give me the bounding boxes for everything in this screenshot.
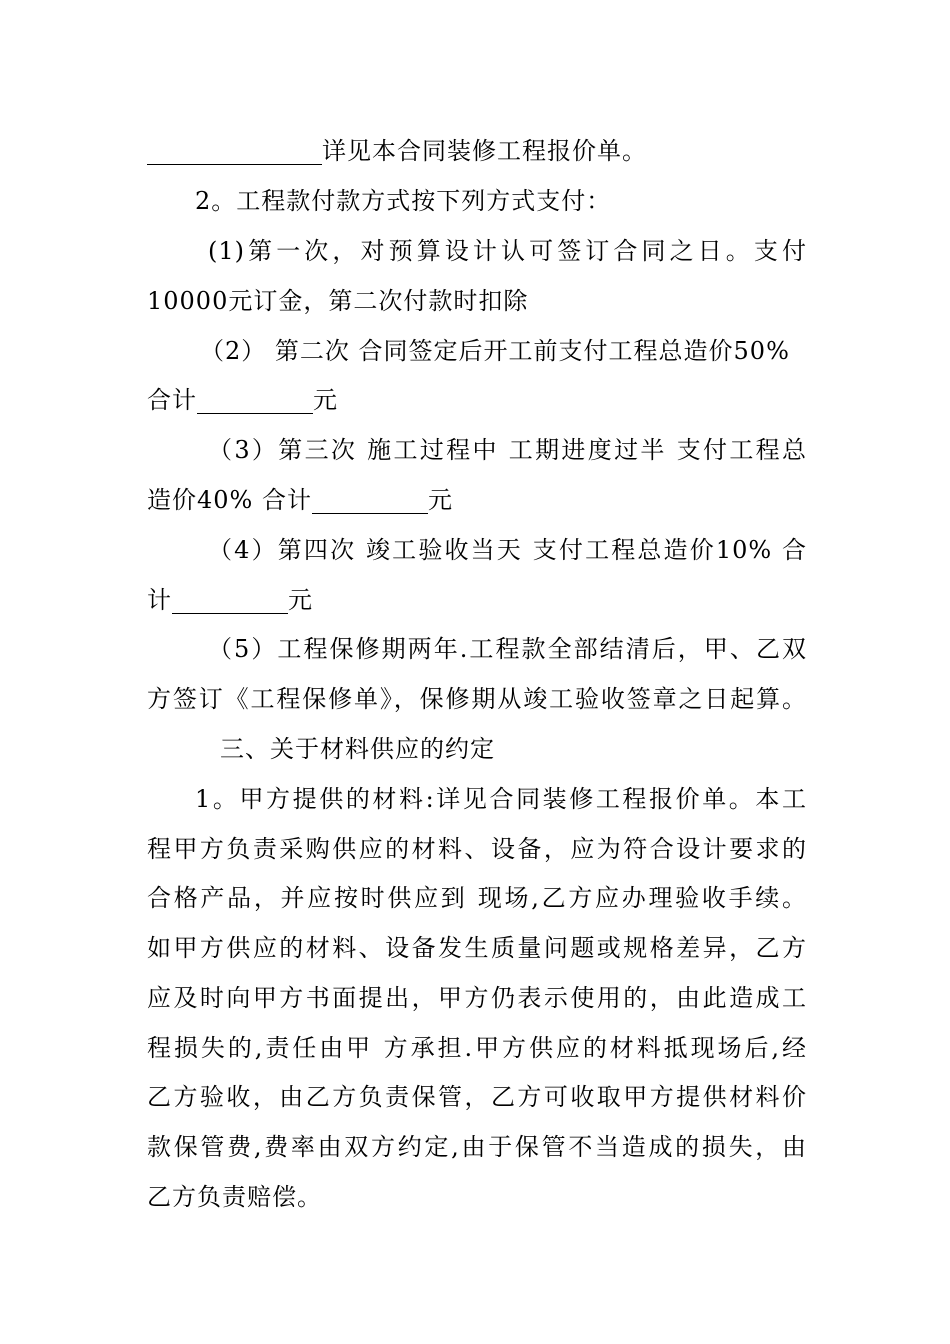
line-warranty-a: （5）工程保修期两年.工程款全部结清后，甲、乙双 (208, 635, 807, 663)
line-payment-heading: 2。工程款付款方式按下列方式支付： (195, 187, 612, 215)
line-payment-4a: （4）第四次 竣工验收当天 支付工程总造价10% 合 (208, 536, 807, 564)
line-materials-1: 1。甲方提供的材料:详见合同装修工程报价单。本工 (195, 785, 807, 813)
line-materials-8: 款保管费,费率由双方约定,由于保管不当造成的损失，由 (147, 1133, 807, 1161)
text-span: 元 (313, 386, 338, 414)
text-span: 详见本合同装修工程报价单。 (322, 137, 647, 165)
line-materials-2: 程甲方负责采购供应的材料、设备，应为符合设计要求的 (147, 835, 807, 863)
fill-in-blank (312, 485, 428, 514)
fill-in-blank (147, 136, 322, 165)
text-span: 造价40% 合计 (147, 486, 312, 514)
line-payment-1b: 10000元订金，第二次付款时扣除 (147, 287, 529, 315)
fill-in-blank (172, 585, 288, 614)
line-quote-reference (147, 126, 810, 176)
text-span: 计 (147, 586, 172, 614)
line-payment-3a: （3）第三次 施工过程中 工期进度过半 支付工程总 (208, 436, 807, 464)
line-materials-5: 应及时向甲方书面提出，甲方仍表示使用的，由此造成工 (147, 984, 807, 1012)
line-materials-9: 乙方负责赔偿。 (147, 1183, 322, 1211)
text-span: 元 (427, 486, 453, 514)
line-warranty-b: 方签订《工程保修单》，保修期从竣工验收签章之日起算。 (147, 685, 807, 713)
section-heading-materials: 三、关于材料供应的约定 (220, 735, 495, 763)
line-materials-7: 乙方验收，由乙方负责保管，乙方可收取甲方提供材料价 (147, 1083, 807, 1111)
line-materials-6: 程损失的,责任由甲 方承担.甲方供应的材料抵现场后,经 (147, 1034, 807, 1062)
line-payment-1a: (1)第一次，对预算设计认可签订合同之日。支付 (208, 237, 807, 265)
line-payment-2b (147, 375, 810, 425)
line-payment-3b (147, 475, 810, 525)
text-span: 合计 (147, 386, 197, 414)
line-payment-4b (147, 575, 810, 625)
fill-in-blank (197, 385, 313, 414)
line-materials-3: 合格产品，并应按时供应到 现场,乙方应办理验收手续。 (147, 884, 807, 912)
line-materials-4: 如甲方供应的材料、设备发生质量问题或规格差异，乙方 (147, 934, 807, 962)
text-span: 元 (288, 586, 313, 614)
line-payment-2a: （2） 第二次 合同签定后开工前支付工程总造价50% (200, 337, 790, 365)
